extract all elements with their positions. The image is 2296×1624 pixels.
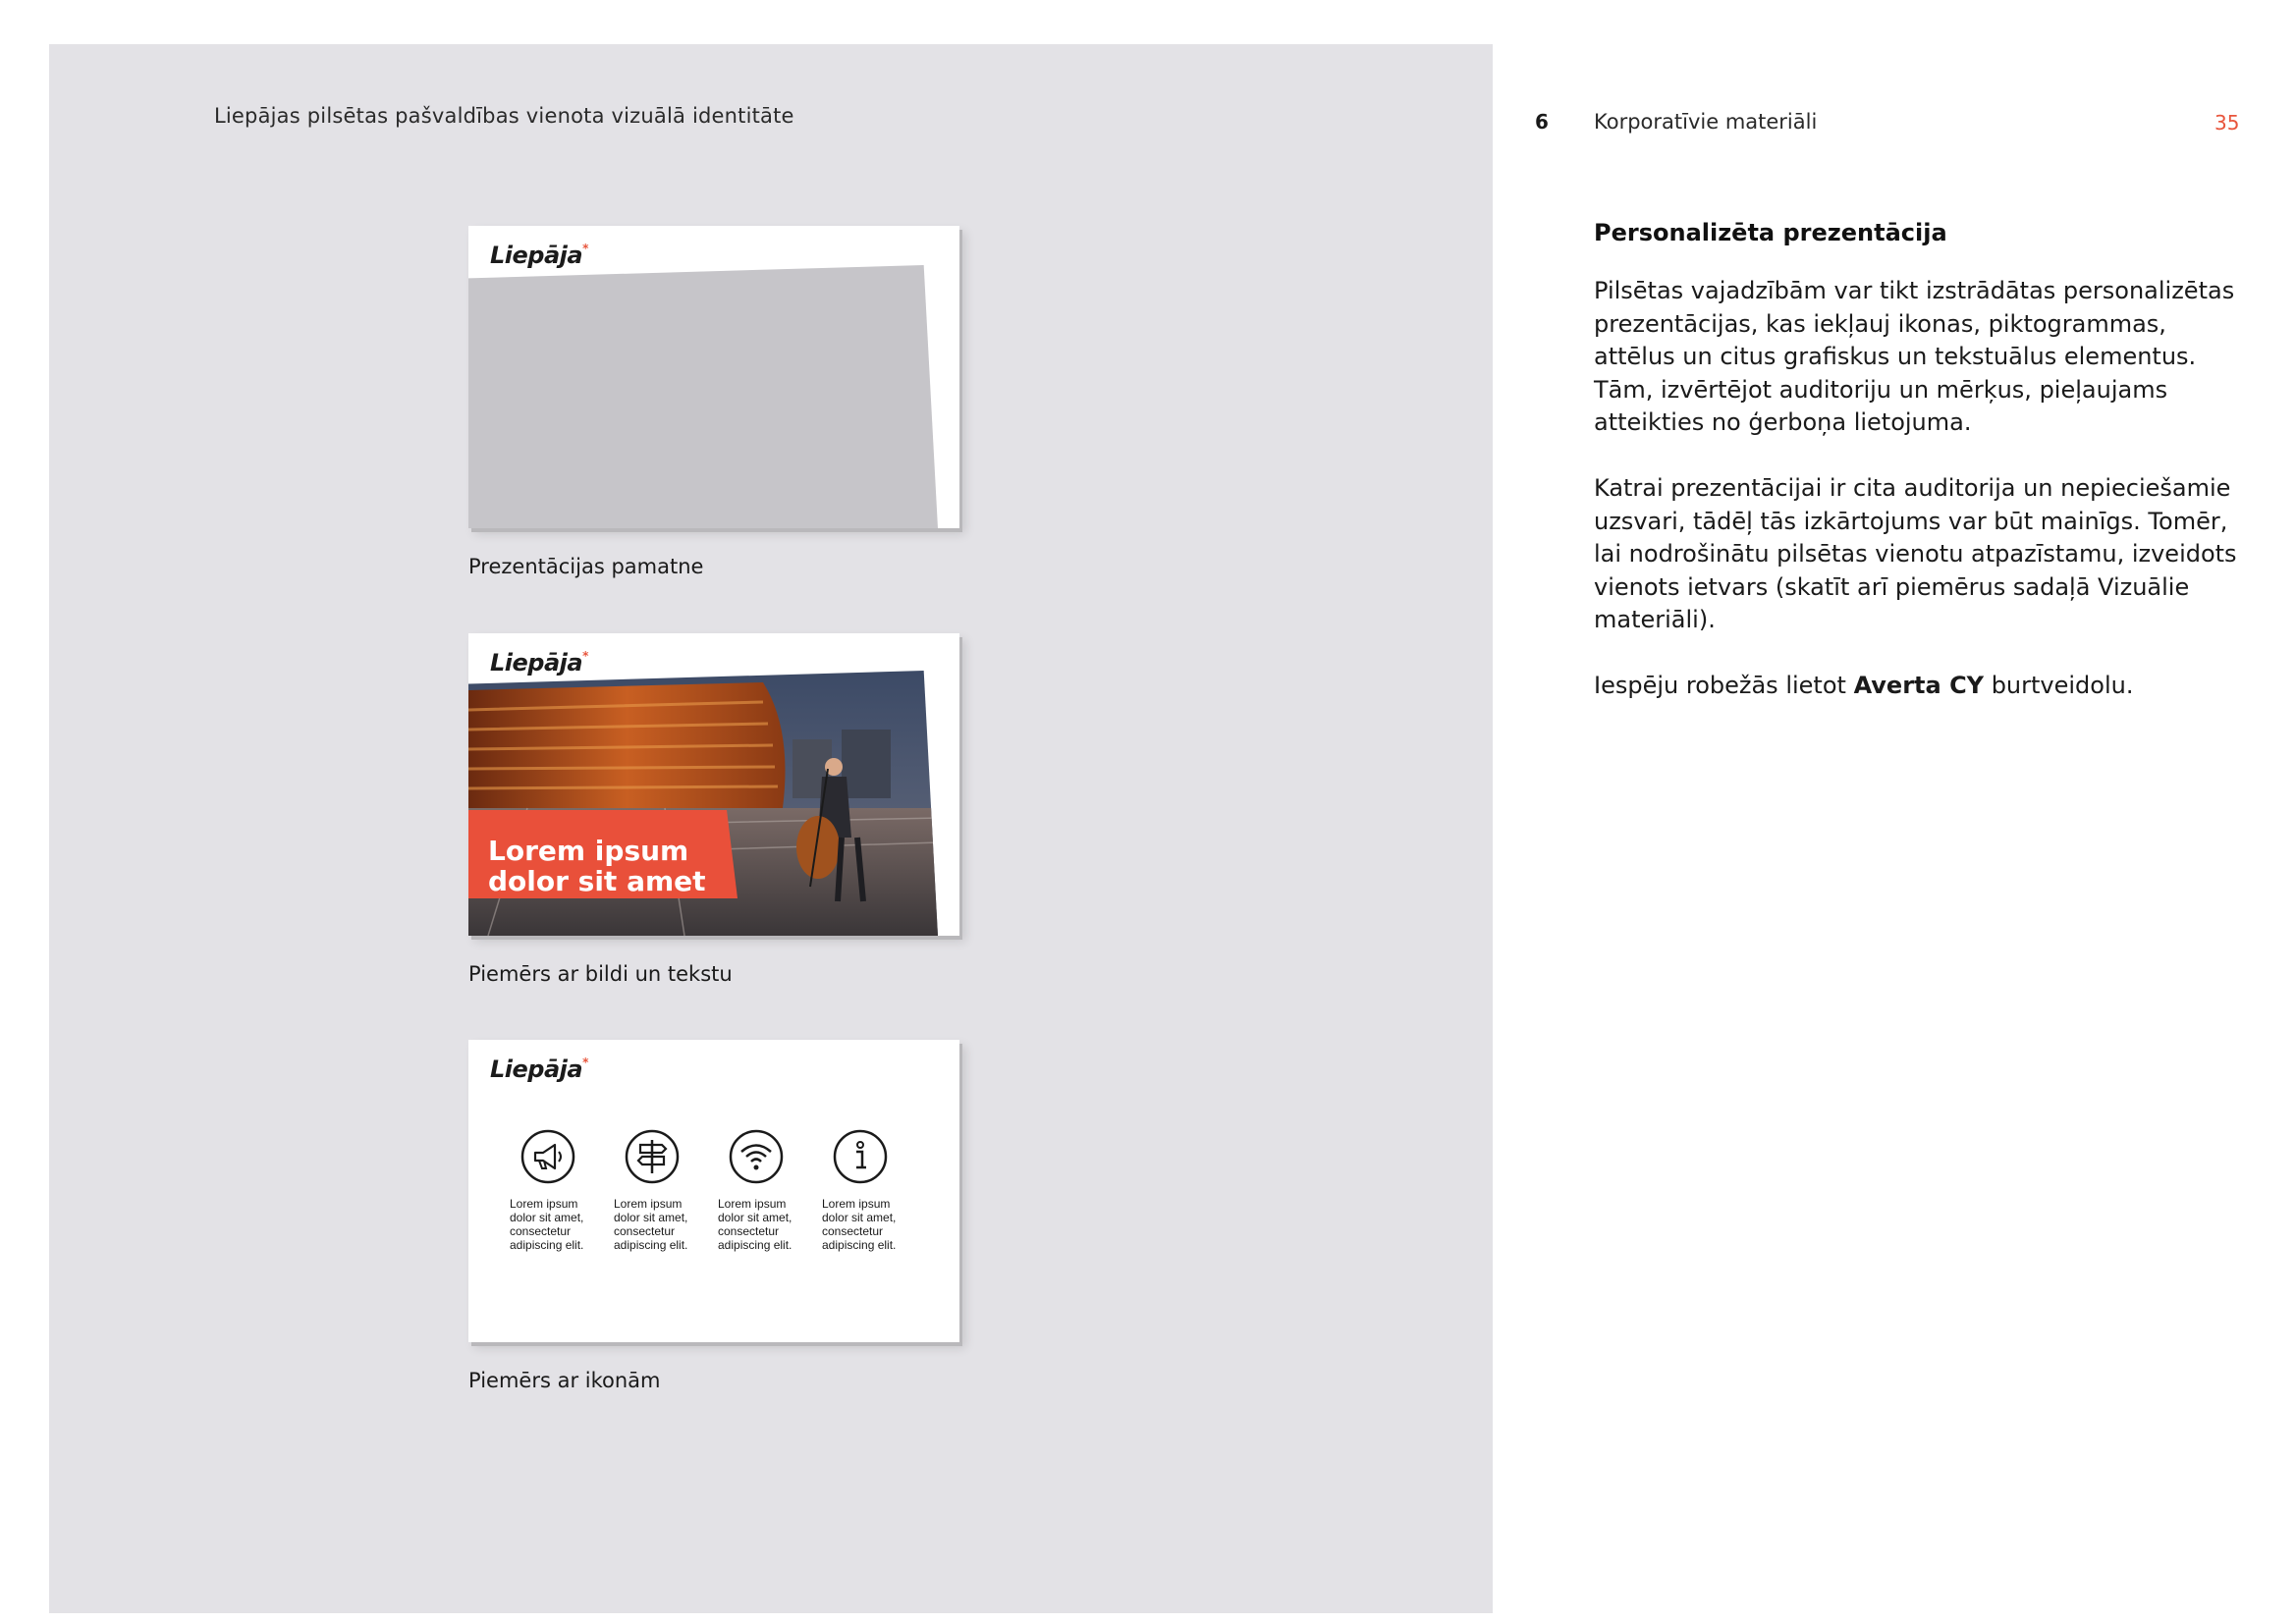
icon-text: Lorem ipsum dolor sit amet, consectetur adipiscing elit. (510, 1197, 584, 1252)
liepaja-logo (490, 242, 588, 269)
section-title: Personalizēta prezentācija (1594, 219, 1947, 246)
page-number: 35 (2214, 111, 2240, 135)
chapter-number: 6 (1535, 110, 1549, 134)
paragraph-3 (1594, 670, 2242, 703)
logo-mark: * (582, 1056, 588, 1069)
paragraph-2: Katrai prezentācijai ir cita auditorija un nepieciešamie uzsvari, tādēļ tās izkārtojums var būt mainīgs. Tomēr, lai nodrošinātu pilsētas vienotu atpazīstamu, izveidots vienots ietvars (skatīt arī piemērus sadaļā Vizuālie materiāli). (1594, 474, 2237, 633)
paragraph-3-end: burtveidolu. (1984, 672, 2134, 699)
icon-text: Lorem ipsum dolor sit amet, consectetur adipiscing elit. (614, 1197, 688, 1252)
icon-item (816, 1128, 918, 1252)
slide2-caption: Piemērs ar bildi un tekstu (468, 962, 733, 986)
megaphone-icon (519, 1128, 576, 1185)
document-title: Liepājas pilsētas pašvaldības vienota vizuālā identitāte (214, 104, 794, 128)
slide-title-line-1: Lorem ipsum (488, 835, 689, 867)
icon-text: Lorem ipsum dolor sit amet, consectetur adipiscing elit. (718, 1197, 793, 1252)
chapter-title: Korporatīvie materiāli (1594, 110, 1818, 134)
paragraph-1: Pilsētas vajadzībām var tikt izstrādātas personalizētas prezentācijas, kas iekļauj ikonas, piktogrammas, attēlus un citus grafiskus un tekstuālus elementus. Tām, izvērtējot auditoriju un mērķus, pieļaujams atteikties no ģerboņa lietojuma. (1594, 277, 2235, 436)
slide-placeholder-area (468, 265, 938, 528)
font-name: Averta CY (1853, 672, 1985, 699)
slide-image-text-example (468, 633, 959, 936)
icon-item (712, 1128, 814, 1252)
logo-mark: * (582, 242, 588, 255)
slide-title-line-2: dolor sit amet (488, 865, 706, 897)
logo-text: Liepāja (490, 242, 583, 269)
liepaja-logo (490, 649, 588, 677)
logo-text: Liepāja (490, 1056, 583, 1083)
liepaja-logo (490, 1056, 588, 1083)
slide-icons-example (468, 1040, 959, 1342)
logo-mark: * (582, 649, 588, 663)
icon-item (504, 1128, 606, 1252)
logo-text: Liepāja (490, 649, 583, 677)
info-icon (832, 1128, 889, 1185)
signpost-icon (624, 1128, 681, 1185)
slide-title (488, 836, 724, 896)
icon-item (608, 1128, 710, 1252)
slide3-caption: Piemērs ar ikonām (468, 1369, 661, 1392)
wifi-icon (728, 1128, 785, 1185)
icon-text: Lorem ipsum dolor sit amet, consectetur adipiscing elit. (822, 1197, 897, 1252)
slide1-caption: Prezentācijas pamatne (468, 555, 704, 578)
paragraph-3-start: Iespēju robežās lietot (1594, 672, 1854, 699)
slide-base-template (468, 226, 959, 528)
